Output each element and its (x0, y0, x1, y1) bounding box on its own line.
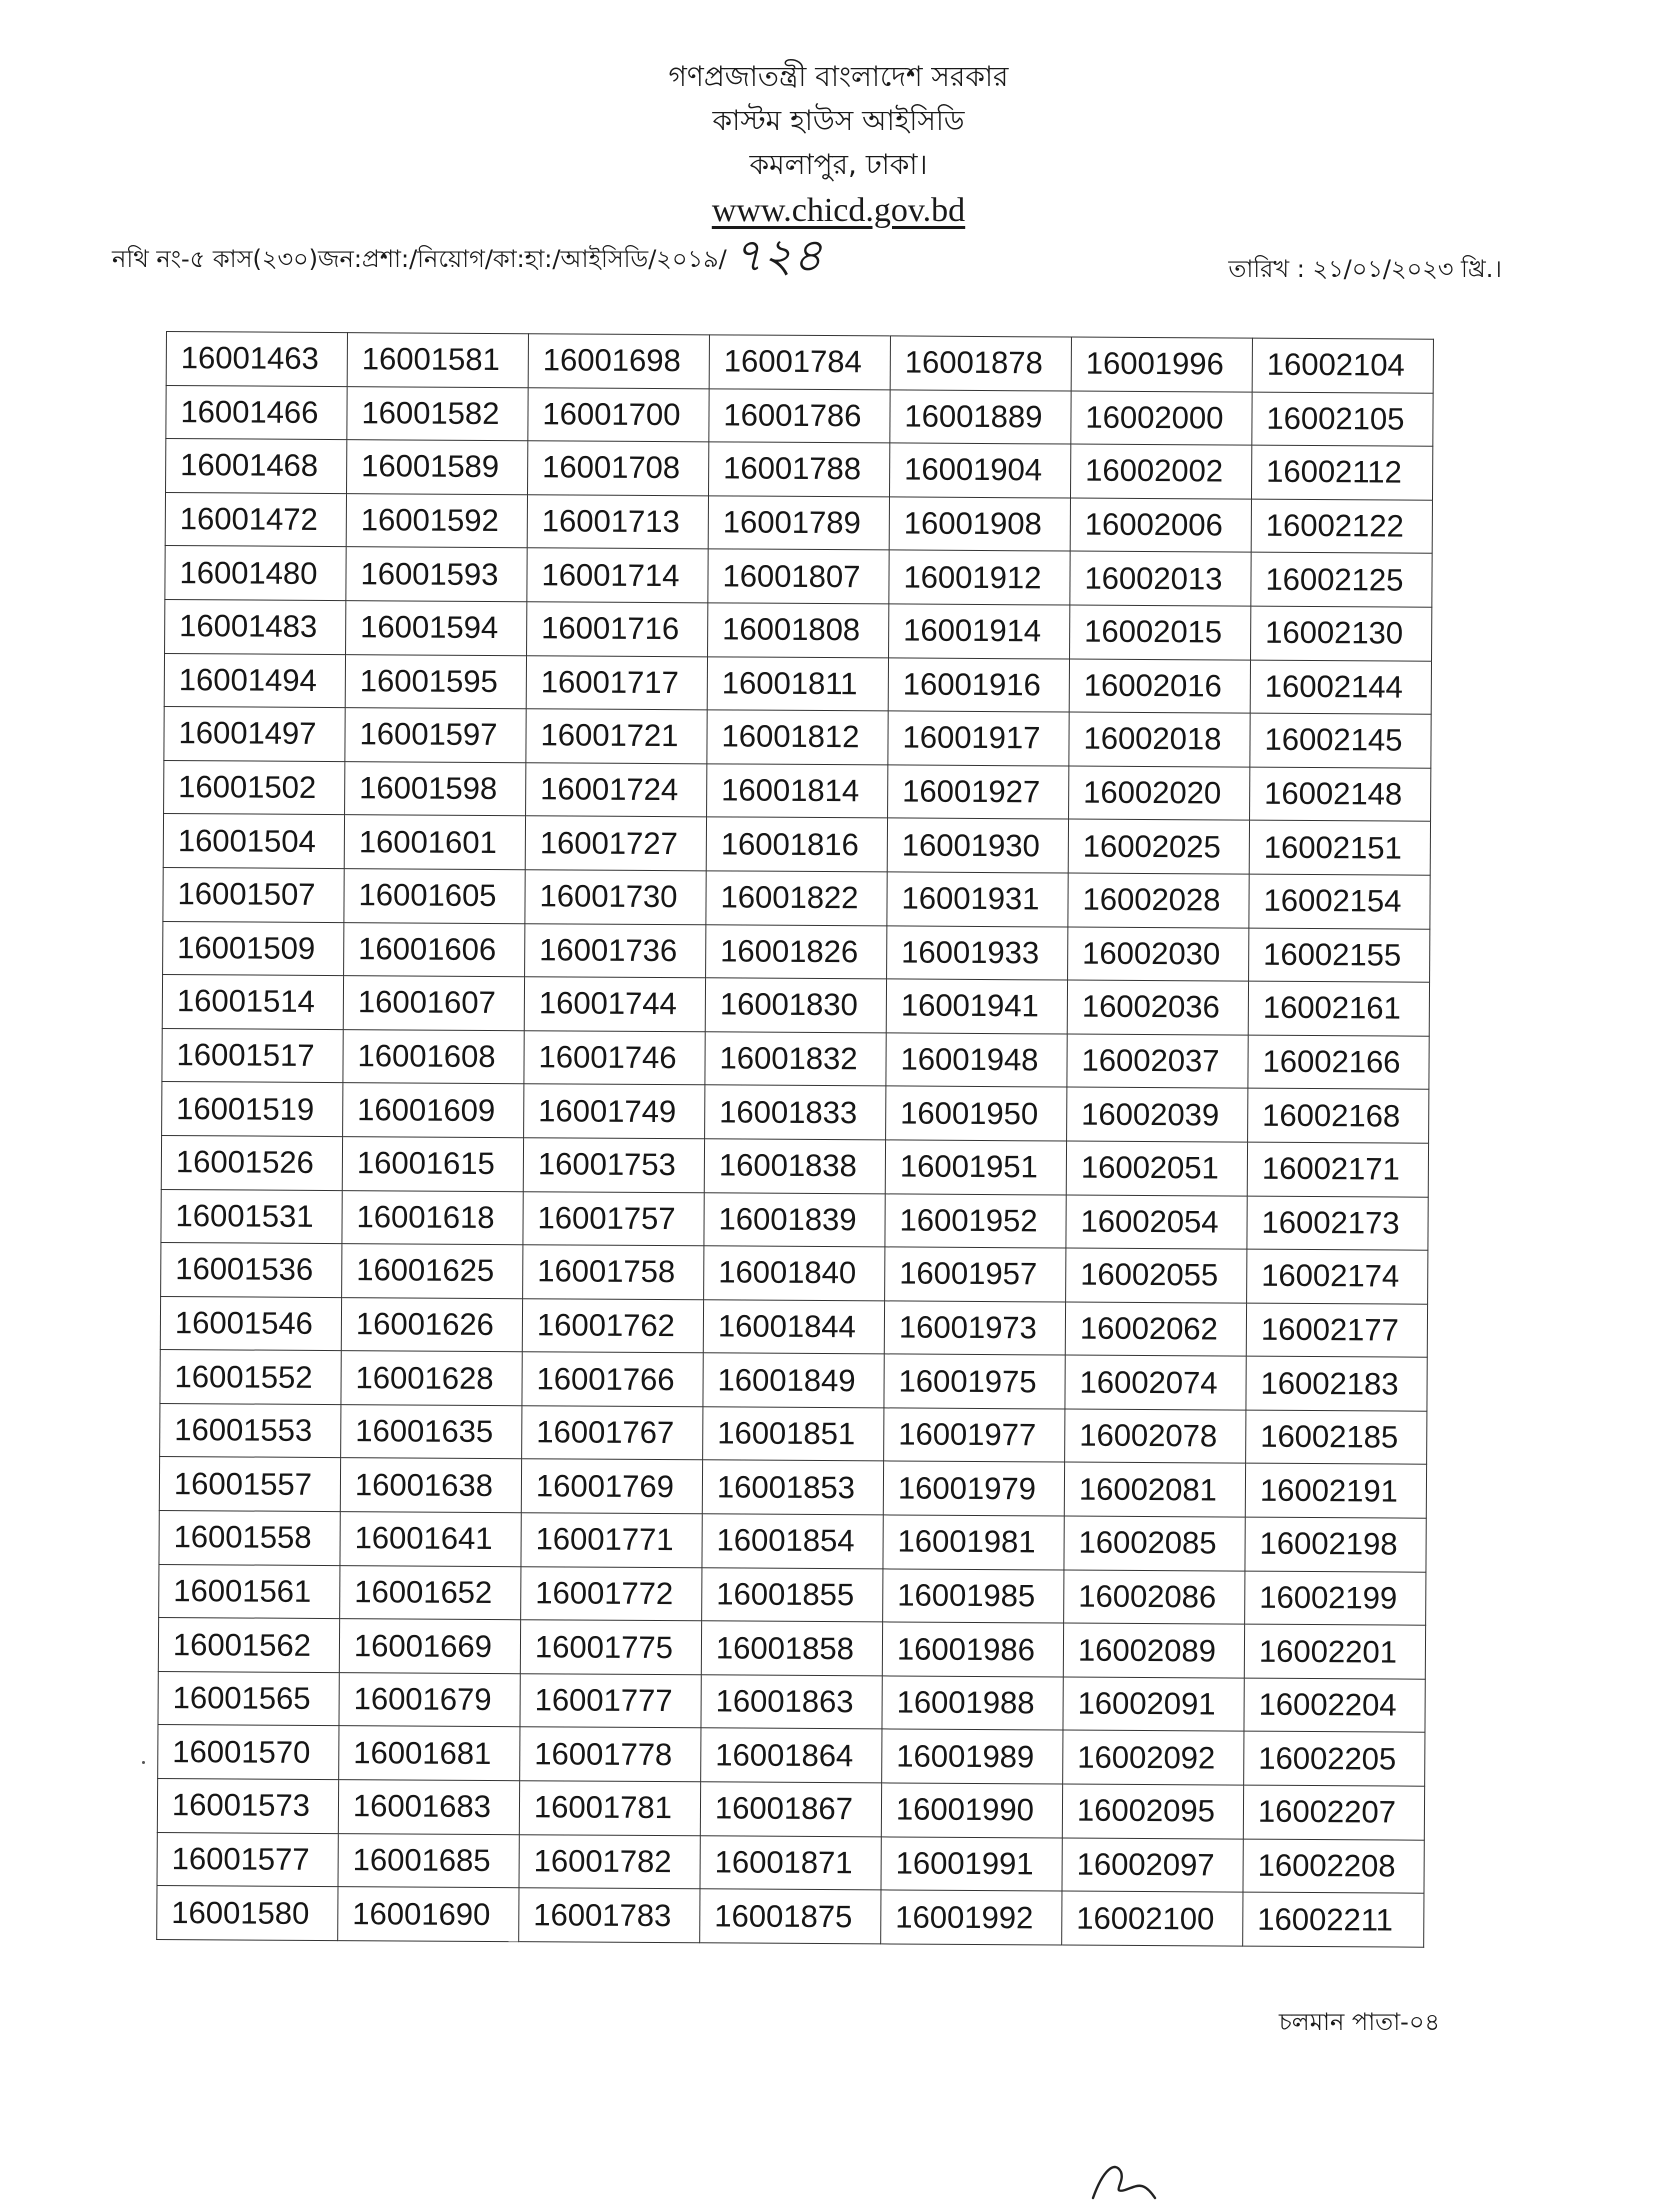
roll-number-cell: 16002130 (1251, 606, 1432, 661)
roll-number-cell: 16001990 (881, 1783, 1062, 1838)
roll-number-cell: 16001832 (705, 1032, 886, 1087)
office-location: কমলাপুর, ঢাকা। (749, 148, 928, 181)
roll-number-cell: 16001652 (340, 1565, 521, 1620)
memo-row (112, 228, 1502, 305)
roll-number-cell: 16001826 (706, 924, 887, 979)
table-row (165, 492, 1432, 553)
roll-number-cell: 16002198 (1245, 1517, 1426, 1572)
roll-number-cell: 16001931 (887, 872, 1068, 927)
table-row (165, 599, 1432, 660)
roll-number-cell: 16001812 (707, 710, 888, 765)
roll-number-cell: 16002183 (1246, 1356, 1427, 1411)
table-row (166, 385, 1433, 446)
roll-number-cell: 16001951 (885, 1140, 1066, 1195)
roll-number-cell: 16001782 (519, 1834, 700, 1889)
roll-number-cell: 16001713 (527, 494, 708, 549)
roll-number-cell: 16001981 (883, 1515, 1064, 1570)
roll-number-cell: 16001914 (889, 604, 1070, 659)
roll-number-cell: 16002006 (1070, 498, 1251, 553)
roll-number-cell: 16001941 (886, 979, 1067, 1034)
roll-number-cell: 16001973 (884, 1301, 1065, 1356)
roll-number-cell: 16001912 (889, 550, 1070, 605)
roll-number-cell: 16002144 (1250, 660, 1431, 715)
memo-reference (112, 221, 822, 297)
roll-number-cell: 16001766 (522, 1352, 703, 1407)
roll-number-cell: 16001466 (166, 385, 347, 440)
roll-number-cell: 16001916 (888, 657, 1069, 712)
roll-number-cell: 16001509 (163, 921, 344, 976)
roll-number-cell: 16001581 (347, 333, 528, 388)
roll-number-cell: 16001483 (165, 599, 346, 654)
roll-number-cell: 16001463 (166, 332, 347, 387)
roll-number-cell: 16001626 (341, 1297, 522, 1352)
roll-number-cell: 16002028 (1068, 873, 1249, 928)
stray-mark (142, 1761, 145, 1764)
roll-number-cell: 16002205 (1244, 1732, 1425, 1787)
roll-number-cell: 16002151 (1249, 820, 1430, 875)
roll-number-cell: 16001814 (707, 764, 888, 819)
table-row (157, 1886, 1424, 1947)
roll-number-cell: 16001977 (884, 1408, 1065, 1463)
roll-number-cell: 16001468 (166, 439, 347, 494)
roll-number-cell: 16001561 (159, 1564, 340, 1619)
roll-number-table-body (157, 332, 1434, 1948)
roll-number-cell: 16001536 (161, 1243, 342, 1298)
roll-number-cell: 16001769 (521, 1459, 702, 1514)
roll-number-cell: 16001927 (888, 765, 1069, 820)
roll-number-cell: 16001988 (882, 1676, 1063, 1731)
roll-number-cell: 16001758 (523, 1245, 704, 1300)
roll-number-cell: 16001744 (524, 977, 705, 1032)
roll-number-cell: 16002185 (1246, 1410, 1427, 1465)
table-row (159, 1457, 1426, 1518)
roll-number-cell: 16002145 (1250, 713, 1431, 768)
roll-number-cell: 16001601 (344, 815, 525, 870)
roll-number-cell: 16002174 (1247, 1249, 1428, 1304)
roll-number-cell: 16002074 (1065, 1355, 1246, 1410)
roll-number-cell: 16002105 (1252, 392, 1433, 447)
table-row (161, 1189, 1428, 1250)
table-row (160, 1296, 1427, 1357)
roll-number-cell: 16002002 (1070, 444, 1251, 499)
roll-number-cell: 16001808 (708, 603, 889, 658)
roll-number-cell: 16002161 (1248, 981, 1429, 1036)
roll-number-cell: 16001957 (885, 1247, 1066, 1302)
roll-number-cell: 16001851 (703, 1407, 884, 1462)
roll-number-cell: 16001570 (158, 1725, 339, 1780)
roll-number-cell: 16001472 (165, 492, 346, 547)
roll-number-cell: 16001889 (890, 390, 1071, 445)
roll-number-cell: 16002148 (1250, 767, 1431, 822)
signature-mark (1085, 2150, 1165, 2200)
roll-number-cell: 16002013 (1070, 551, 1251, 606)
roll-number-cell: 16001853 (702, 1460, 883, 1515)
roll-number-cell: 16001786 (709, 388, 890, 443)
roll-number-cell: 16001681 (339, 1726, 520, 1781)
table-row (160, 1350, 1427, 1411)
roll-number-cell: 16002125 (1251, 553, 1432, 608)
memo-reference-text: নথি নং-৫ কাস(২৩০)জন:প্রশা:/নিয়োগ/কা:হা:/আইসিডি/২০১৯/ (112, 245, 727, 273)
table-row (164, 760, 1431, 821)
roll-number-cell: 16001917 (888, 711, 1069, 766)
roll-number-cell: 16001526 (161, 1135, 342, 1190)
roll-number-cell: 16001933 (887, 925, 1068, 980)
handwritten-memo-number: ৭২৪ (732, 228, 823, 282)
roll-number-cell: 16002085 (1064, 1516, 1245, 1571)
table-row (160, 1403, 1427, 1464)
roll-number-cell: 16002100 (1062, 1891, 1243, 1946)
table-row (166, 439, 1433, 500)
continuation-note: চলমান পাতা-০৪ (1278, 2008, 1440, 2036)
table-row (158, 1618, 1425, 1679)
roll-number-cell: 16001609 (343, 1083, 524, 1138)
roll-number-cell: 16001608 (343, 1029, 524, 1084)
roll-number-cell: 16001771 (521, 1513, 702, 1568)
roll-number-cell: 16001558 (159, 1511, 340, 1566)
roll-number-cell: 16001546 (160, 1296, 341, 1351)
roll-number-cell: 16002112 (1251, 445, 1432, 500)
roll-number-cell: 16001844 (703, 1299, 884, 1354)
roll-number-cell: 16001730 (525, 870, 706, 925)
roll-number-cell: 16001605 (344, 869, 525, 924)
roll-number-cell: 16001683 (338, 1780, 519, 1835)
roll-number-cell: 16002018 (1069, 712, 1250, 767)
roll-number-cell: 16001864 (701, 1728, 882, 1783)
roll-number-cell: 16001517 (162, 1028, 343, 1083)
roll-number-cell: 16002092 (1063, 1730, 1244, 1785)
roll-number-cell: 16001772 (521, 1566, 702, 1621)
roll-number-cell: 16001863 (701, 1675, 882, 1730)
roll-number-table-wrapper (156, 331, 1434, 1948)
roll-number-cell: 16001807 (708, 549, 889, 604)
roll-number-cell: 16001597 (345, 708, 526, 763)
roll-number-cell: 16001724 (526, 762, 707, 817)
roll-number-cell: 16001565 (158, 1671, 339, 1726)
roll-number-cell: 16001833 (705, 1085, 886, 1140)
roll-number-cell: 16002091 (1063, 1677, 1244, 1732)
roll-number-cell: 16001589 (347, 440, 528, 495)
roll-number-cell: 16001830 (705, 978, 886, 1033)
table-row (157, 1779, 1424, 1840)
table-row (163, 814, 1430, 875)
table-row (166, 332, 1433, 393)
roll-number-cell: 16002086 (1064, 1570, 1245, 1625)
roll-number-cell: 16001783 (519, 1888, 700, 1943)
roll-number-cell: 16001618 (342, 1190, 523, 1245)
roll-number-cell: 16001904 (890, 443, 1071, 498)
roll-number-cell: 16001854 (702, 1514, 883, 1569)
roll-number-cell: 16001514 (162, 975, 343, 1030)
roll-number-cell: 16001985 (883, 1569, 1064, 1624)
roll-number-cell: 16001822 (706, 871, 887, 926)
roll-number-cell: 16002051 (1066, 1141, 1247, 1196)
roll-number-cell: 16001700 (528, 387, 709, 442)
roll-number-cell: 16001721 (526, 709, 707, 764)
roll-number-cell: 16001582 (347, 386, 528, 441)
roll-number-cell: 16001757 (523, 1191, 704, 1246)
table-row (162, 1082, 1429, 1143)
roll-number-cell: 16001950 (886, 1086, 1067, 1141)
roll-number-cell: 16001607 (343, 976, 524, 1031)
table-row (159, 1511, 1426, 1572)
roll-number-cell: 16001838 (704, 1139, 885, 1194)
roll-number-cell: 16002015 (1070, 605, 1251, 660)
roll-number-cell: 16002036 (1067, 980, 1248, 1035)
roll-number-cell: 16002081 (1064, 1462, 1245, 1517)
roll-number-cell: 16001930 (887, 818, 1068, 873)
website-link[interactable]: www.chicd.gov.bd (711, 192, 966, 229)
roll-number-cell: 16001507 (163, 867, 344, 922)
roll-number-cell: 16001749 (524, 1084, 705, 1139)
roll-number-cell: 16001497 (164, 707, 345, 762)
roll-number-cell: 16001996 (1071, 337, 1252, 392)
roll-number-cell: 16001594 (346, 601, 527, 656)
roll-number-cell: 16002166 (1248, 1035, 1429, 1090)
government-name: গণপ্রজাতন্ত্রী বাংলাদেশ সরকার (668, 60, 1009, 93)
roll-number-cell: 16002039 (1067, 1087, 1248, 1142)
roll-number-cell: 16002030 (1068, 927, 1249, 982)
roll-number-cell: 16001593 (346, 547, 527, 602)
roll-number-cell: 16001775 (520, 1620, 701, 1675)
table-row (157, 1832, 1424, 1893)
roll-number-cell: 16002025 (1068, 819, 1249, 874)
roll-number-cell: 16002201 (1244, 1624, 1425, 1679)
roll-number-cell: 16002055 (1066, 1248, 1247, 1303)
roll-number-cell: 16001816 (706, 817, 887, 872)
roll-number-cell: 16001753 (523, 1138, 704, 1193)
roll-number-cell: 16001552 (160, 1350, 341, 1405)
roll-number-cell: 16002177 (1246, 1303, 1427, 1358)
roll-number-cell: 16001519 (162, 1082, 343, 1137)
table-row (162, 1028, 1429, 1089)
roll-number-cell: 16002154 (1249, 874, 1430, 929)
roll-number-cell: 16001606 (344, 922, 525, 977)
roll-number-cell: 16002207 (1243, 1785, 1424, 1840)
roll-number-cell: 16002089 (1063, 1623, 1244, 1678)
roll-number-cell: 16001669 (339, 1619, 520, 1674)
roll-number-cell: 16002054 (1066, 1195, 1247, 1250)
roll-number-cell: 16001727 (525, 816, 706, 871)
roll-number-cell: 16001878 (890, 336, 1071, 391)
roll-number-cell: 16001698 (528, 334, 709, 389)
table-row (161, 1243, 1428, 1304)
table-row (163, 921, 1430, 982)
roll-number-cell: 16001989 (882, 1729, 1063, 1784)
roll-number-cell: 16001840 (704, 1246, 885, 1301)
roll-number-cell: 16002104 (1252, 338, 1433, 393)
roll-number-cell: 16001685 (338, 1833, 519, 1888)
roll-number-cell: 16002199 (1245, 1571, 1426, 1626)
roll-number-cell: 16002037 (1067, 1034, 1248, 1089)
roll-number-cell: 16001595 (345, 654, 526, 709)
roll-number-cell: 16002155 (1249, 928, 1430, 983)
roll-number-cell: 16001762 (522, 1298, 703, 1353)
roll-number-cell: 16001531 (161, 1189, 342, 1244)
roll-number-cell: 16002062 (1065, 1302, 1246, 1357)
roll-number-cell: 16001690 (338, 1887, 519, 1942)
roll-number-cell: 16001908 (889, 497, 1070, 552)
roll-number-cell: 16001625 (342, 1244, 523, 1299)
roll-number-cell: 16001573 (157, 1779, 338, 1834)
roll-number-cell: 16001628 (341, 1351, 522, 1406)
table-row (165, 546, 1432, 607)
roll-number-cell: 16001858 (701, 1621, 882, 1676)
memo-date: তারিখ : ২১/০১/২০২৩ খ্রি.। (1228, 255, 1502, 283)
roll-number-cell: 16001480 (165, 546, 346, 601)
roll-number-cell: 16001494 (164, 653, 345, 708)
roll-number-cell: 16001502 (164, 760, 345, 815)
roll-number-table (156, 331, 1434, 1948)
roll-number-cell: 16002211 (1243, 1892, 1424, 1947)
roll-number-cell: 16002097 (1062, 1838, 1243, 1893)
roll-number-cell: 16001714 (527, 548, 708, 603)
roll-number-cell: 16001577 (157, 1832, 338, 1887)
table-row (164, 653, 1431, 714)
roll-number-cell: 16001992 (881, 1890, 1062, 1945)
roll-number-cell: 16002020 (1069, 766, 1250, 821)
roll-number-cell: 16001598 (345, 761, 526, 816)
roll-number-cell: 16001952 (885, 1193, 1066, 1248)
roll-number-cell: 16001679 (339, 1672, 520, 1727)
roll-number-cell: 16001788 (709, 442, 890, 497)
table-row (158, 1725, 1425, 1786)
roll-number-cell: 16001839 (704, 1192, 885, 1247)
roll-number-cell: 16001867 (700, 1782, 881, 1837)
roll-number-cell: 16001975 (884, 1354, 1065, 1409)
roll-number-cell: 16001553 (160, 1403, 341, 1458)
table-row (158, 1671, 1425, 1732)
table-row (161, 1135, 1428, 1196)
roll-number-cell: 16001948 (886, 1033, 1067, 1088)
roll-number-cell: 16001979 (883, 1461, 1064, 1516)
roll-number-cell: 16001746 (524, 1030, 705, 1085)
roll-number-cell: 16001592 (346, 493, 527, 548)
roll-number-cell: 16001767 (522, 1406, 703, 1461)
roll-number-cell: 16001716 (527, 602, 708, 657)
roll-number-cell: 16002168 (1248, 1088, 1429, 1143)
roll-number-cell: 16001638 (340, 1458, 521, 1513)
roll-number-cell: 16002095 (1062, 1784, 1243, 1839)
table-row (162, 975, 1429, 1036)
roll-number-cell: 16001811 (707, 656, 888, 711)
roll-number-cell: 16001708 (528, 441, 709, 496)
roll-number-cell: 16001736 (525, 923, 706, 978)
table-row (163, 867, 1430, 928)
roll-number-cell: 16001875 (700, 1889, 881, 1944)
roll-number-cell: 16002171 (1247, 1142, 1428, 1197)
roll-number-cell: 16002208 (1243, 1839, 1424, 1894)
roll-number-cell: 16001784 (709, 335, 890, 390)
roll-number-cell: 16002122 (1251, 499, 1432, 554)
roll-number-cell: 16001615 (342, 1137, 523, 1192)
roll-number-cell: 16001849 (703, 1353, 884, 1408)
roll-number-cell: 16002173 (1247, 1196, 1428, 1251)
roll-number-cell: 16002191 (1245, 1464, 1426, 1519)
roll-number-cell: 16001778 (520, 1727, 701, 1782)
roll-number-cell: 16001855 (702, 1567, 883, 1622)
office-name: কাস্টম হাউস আইসিডি (712, 104, 965, 137)
table-row (159, 1564, 1426, 1625)
roll-number-cell: 16002204 (1244, 1678, 1425, 1733)
roll-number-cell: 16001717 (526, 655, 707, 710)
roll-number-cell: 16001986 (882, 1622, 1063, 1677)
letterhead (0, 55, 1677, 235)
roll-number-cell: 16002078 (1065, 1409, 1246, 1464)
roll-number-cell: 16001641 (340, 1512, 521, 1567)
roll-number-cell: 16001789 (708, 496, 889, 551)
roll-number-cell: 16001871 (700, 1835, 881, 1890)
roll-number-cell: 16001781 (519, 1781, 700, 1836)
roll-number-cell: 16001580 (157, 1886, 338, 1941)
roll-number-cell: 16002000 (1071, 391, 1252, 446)
roll-number-cell: 16001991 (881, 1837, 1062, 1892)
roll-number-cell: 16001557 (159, 1457, 340, 1512)
table-row (164, 707, 1431, 768)
roll-number-cell: 16001635 (341, 1404, 522, 1459)
roll-number-cell: 16001504 (163, 814, 344, 869)
roll-number-cell: 16001562 (158, 1618, 339, 1673)
roll-number-cell: 16001777 (520, 1674, 701, 1729)
roll-number-cell: 16002016 (1069, 659, 1250, 714)
